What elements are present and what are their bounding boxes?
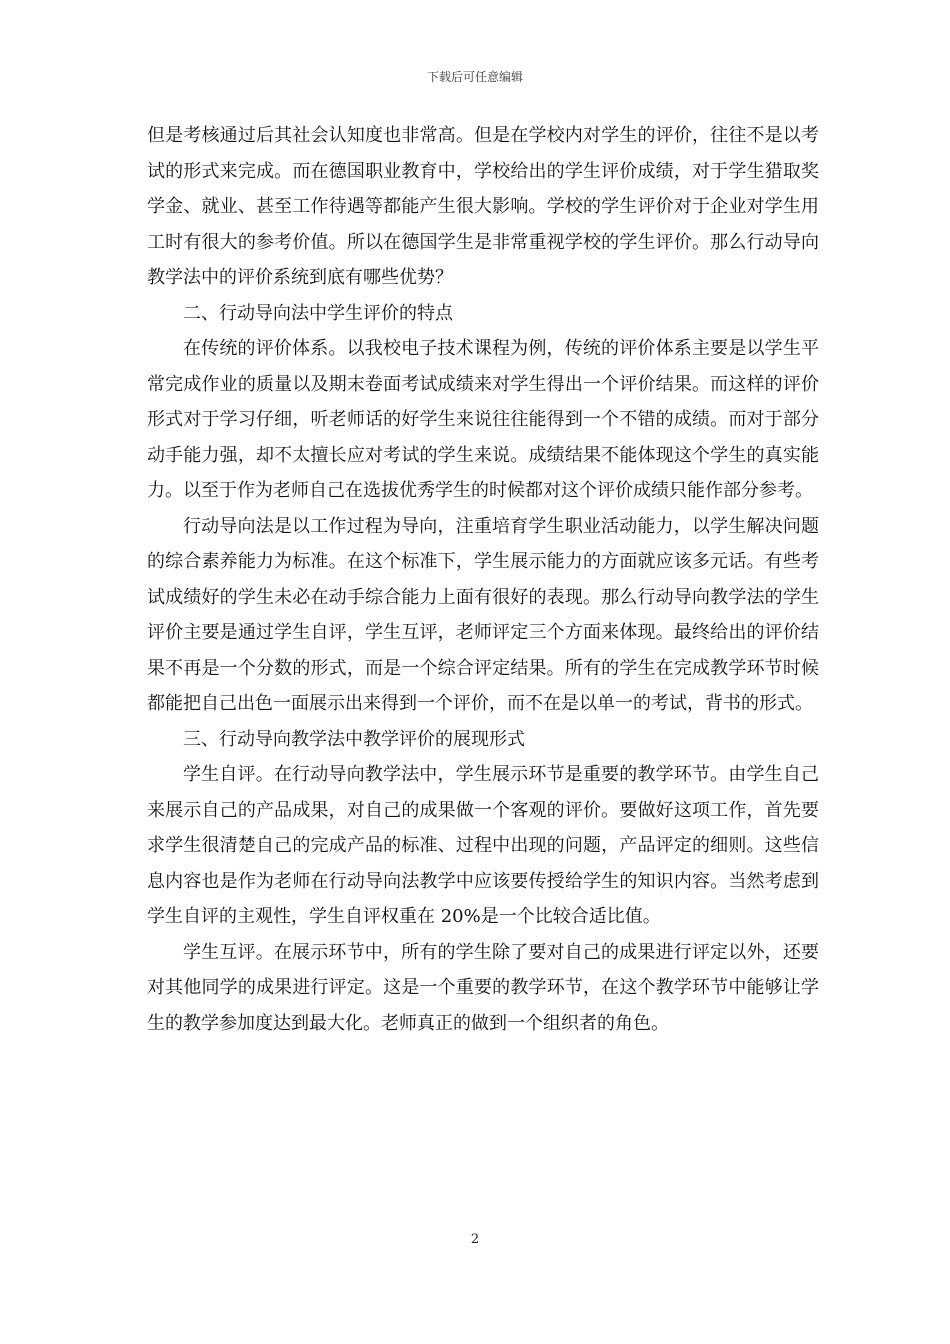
section-heading-3: 三、行动导向教学法中教学评价的展现形式: [183, 728, 525, 750]
paragraph-continued: 但是考核通过后其社会认知度也非常高。但是在学校内对学生的评价，往往不是以考试的形式来完成。而在德国职业教育中，学校给出的学生评价成绩，对于学生猎取奖学金、就业、甚至工作待遇等都能产生很大影响。学校的学生评价对于企业对学生用工时有很大的参考价值。所以在德国学生是非常重视学校的学生评价。那么行动导向教学法中的评价系统到底有哪些优势？: [147, 125, 819, 288]
page-number: 2: [470, 1232, 480, 1247]
paragraph-self-evaluation: 学生自评。在行动导向教学法中，学生展示环节是重要的教学环节。由学生自己来展示自己的产品成果，对自己的成果做一个客观的评价。要做好这项工作，首先要求学生很清楚自己的完成产品的标准、过程中出现的问题，产品评定的细则。这些信息内容也是作为老师在行动导向法教学中应该要传授给学生的知识内容。当然考虑到学生自评的主观性，学生自评权重在 20%是一个比较合适比值。: [147, 764, 819, 927]
section-heading-2: 二、行动导向法中学生评价的特点: [183, 302, 453, 324]
page-header-note: 下载后可任意编辑: [426, 70, 523, 84]
document-body: [147, 118, 819, 1041]
paragraph-traditional-evaluation: 在传统的评价体系。以我校电子技术课程为例，传统的评价体系主要是以学生平常完成作业的质量以及期末卷面考试成绩来对学生得出一个评价结果。而这样的评价形式对于学习仔细，听老师话的好学生来说往往能得到一个不错的成绩。而对于部分动手能力强，却不太擅长应对考试的学生来说。成绩结果不能体现这个学生的真实能力。以至于作为老师自己在选拔优秀学生的时候都对这个评价成绩只能作部分参考。: [147, 338, 819, 501]
paragraph-action-oriented-method: 行动导向法是以工作过程为导向，注重培育学生职业活动能力，以学生解决问题的综合素养能力为标准。在这个标准下，学生展示能力的方面就应该多元话。有些考试成绩好的学生未必在动手综合能力上面有很好的表现。那么行动导向教学法的学生评价主要是通过学生自评，学生互评，老师评定三个方面来体现。最终给出的评价结果不再是一个分数的形式，而是一个综合评定结果。所有的学生在完成教学环节时候都能把自己出色一面展示出来得到一个评价，而不在是以单一的考试，背书的形式。: [147, 515, 819, 714]
paragraph-peer-evaluation: 学生互评。在展示环节中，所有的学生除了要对自己的成果进行评定以外，还要对其他同学的成果进行评定。这是一个重要的教学环节，在这个教学环节中能够让学生的教学参加度达到最大化。老师真正的做到一个组织者的角色。: [147, 941, 819, 1034]
